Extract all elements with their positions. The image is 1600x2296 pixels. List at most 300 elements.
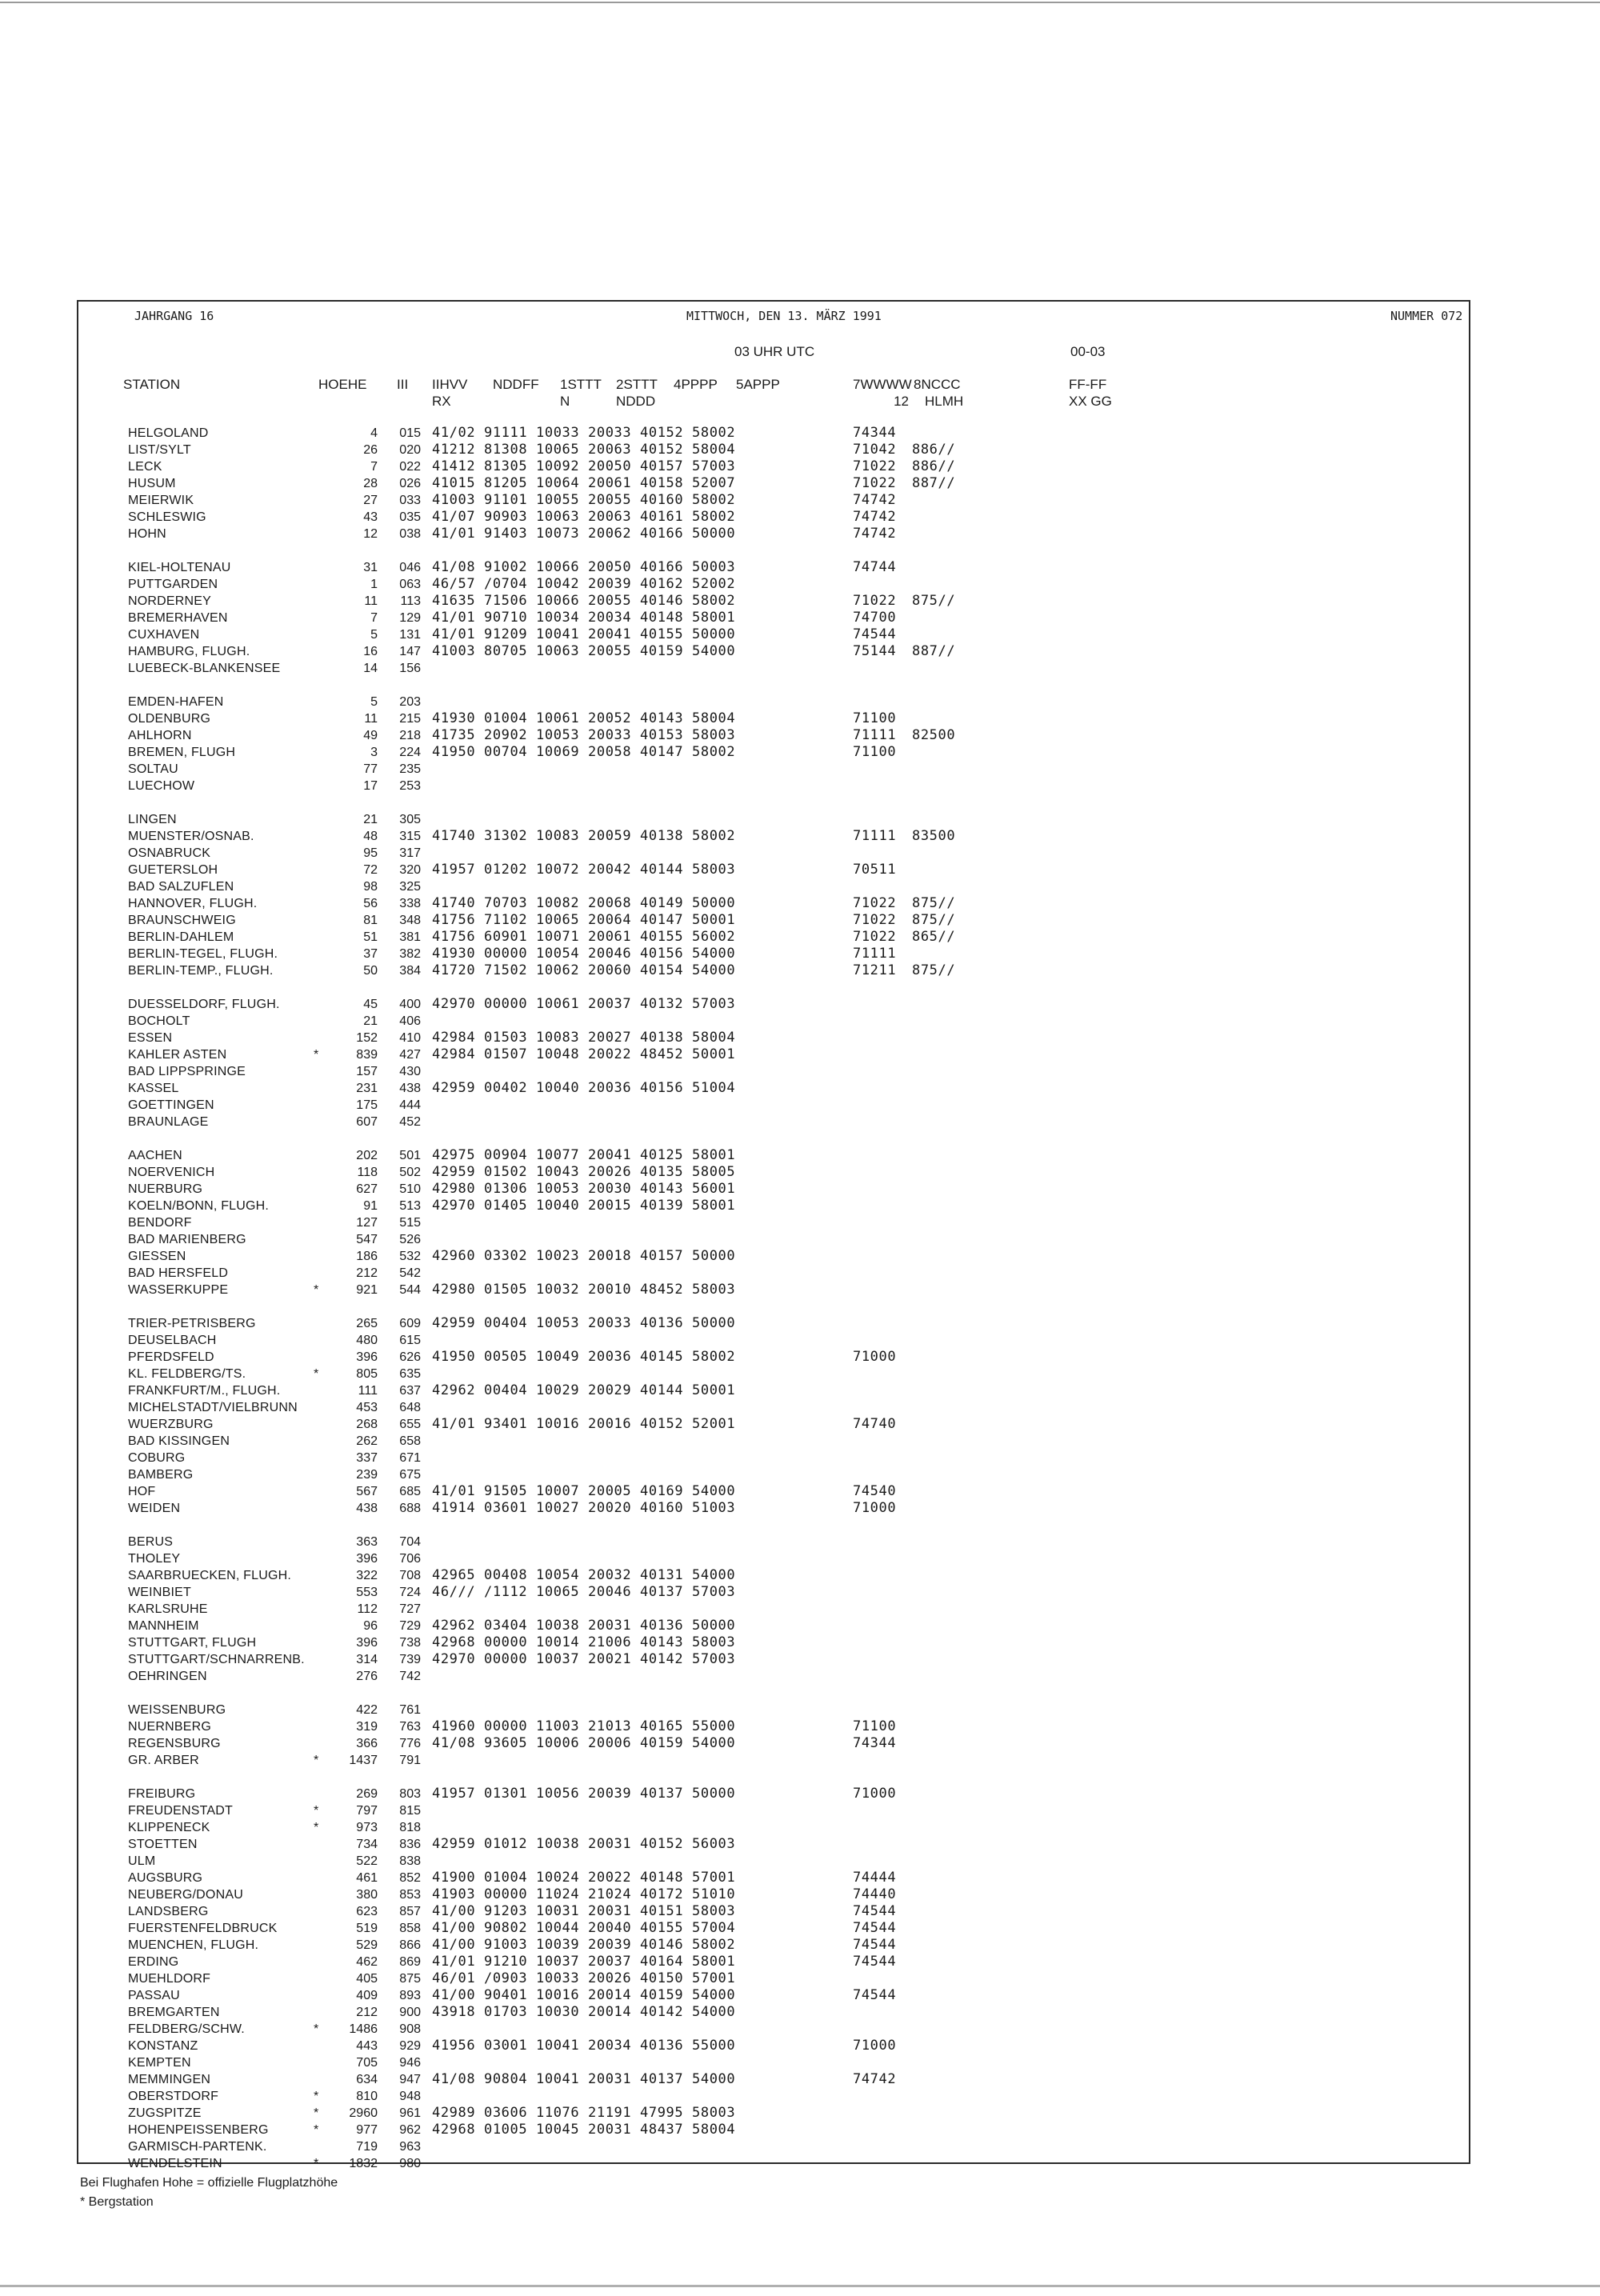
synop-groups: 42960 03302 10023 20018 40157 50000 [432, 1248, 736, 1264]
station-height: 202 [356, 1149, 378, 1162]
table-row [0, 1416, 1600, 1433]
station-height: 72 [363, 863, 378, 877]
table-row [0, 1819, 1600, 1836]
station-height: 239 [356, 1468, 378, 1482]
table-row [0, 1550, 1600, 1567]
footnote-mountain-station: * Bergstation [80, 2195, 154, 2209]
table-row [0, 2138, 1600, 2155]
table-row [0, 895, 1600, 912]
station-name: CUXHAVEN [128, 628, 200, 642]
synop-groups: 42959 00404 10053 20033 40136 50000 [432, 1315, 736, 1331]
synop-groups: 42959 01012 10038 20031 40152 56003 [432, 1836, 736, 1852]
station-number: 946 [399, 2056, 421, 2070]
table-row [0, 1853, 1600, 1870]
station-height: 48 [363, 830, 378, 843]
station-name: OEHRINGEN [128, 1670, 207, 1683]
table-row [0, 929, 1600, 946]
cloud-group: 865// [912, 929, 956, 945]
synop-groups: 46/01 /0903 10033 20026 40150 57001 [432, 1970, 736, 1986]
synop-groups: 42970 00000 10061 20037 40132 57003 [432, 996, 736, 1012]
time-label: 03 UHR UTC [734, 344, 815, 359]
mountain-station-mark: * [314, 2106, 319, 2120]
station-name: WENDELSTEIN [128, 2157, 222, 2170]
station-height: 480 [356, 1334, 378, 1347]
station-name: KIEL-HOLTENAU [128, 561, 231, 574]
group-spacer [0, 1685, 1600, 1702]
station-name: KOELN/BONN, FLUGH. [128, 1199, 270, 1213]
mountain-station-mark: * [314, 1367, 319, 1381]
station-height: 51 [363, 930, 378, 944]
station-number: 026 [399, 477, 421, 490]
col-4pppp: 4PPPP [674, 377, 718, 392]
weather-group: 71022 [853, 475, 897, 491]
col-iii: III [397, 377, 409, 392]
station-name: BERUS [128, 1535, 174, 1549]
synop-groups: 41950 00505 10049 20036 40145 58002 [432, 1349, 736, 1365]
bottom-rule [0, 2285, 1600, 2287]
station-name: WEIDEN [128, 1502, 181, 1515]
table-row [0, 559, 1600, 576]
station-name: KL. FELDBERG/TS. [128, 1367, 246, 1381]
mountain-station-mark: * [314, 1804, 319, 1818]
col-5appp: 5APPP [736, 377, 780, 392]
station-number: 615 [399, 1334, 421, 1347]
station-name: NEUBERG/DONAU [128, 1888, 243, 1902]
station-name: OBERSTDORF [128, 2090, 219, 2103]
station-height: 623 [356, 1905, 378, 1918]
table-row [0, 2155, 1600, 2172]
station-height: 363 [356, 1535, 378, 1549]
col-8nccc-line2: HLMH [925, 394, 964, 409]
station-name: FELDBERG/SCHW. [128, 2022, 245, 2036]
station-number: 739 [399, 1653, 421, 1666]
station-height: 14 [363, 662, 378, 675]
synop-groups: 42968 00000 10014 21006 40143 58003 [432, 1634, 736, 1650]
station-name: STOETTEN [128, 1838, 198, 1851]
synop-groups: 41635 71506 10066 20055 40146 58002 [432, 593, 736, 609]
station-name: WASSERKUPPE [128, 1283, 229, 1297]
weather-group: 74742 [853, 526, 897, 542]
station-name: MEMMINGEN [128, 2073, 211, 2086]
weather-group: 74544 [853, 1920, 897, 1936]
station-number: 671 [399, 1451, 421, 1465]
table-row [0, 828, 1600, 845]
station-name: GR. ARBER [128, 1754, 199, 1767]
station-name: SOLTAU [128, 762, 178, 776]
station-height: 519 [356, 1922, 378, 1935]
synop-groups: 41/02 91111 10033 20033 40152 58002 [432, 425, 736, 441]
synop-groups: 41900 01004 10024 20022 40148 57001 [432, 1870, 736, 1886]
station-height: 28 [363, 477, 378, 490]
table-row [0, 1618, 1600, 1634]
station-name: NUERNBERG [128, 1720, 212, 1734]
station-name: KASSEL [128, 1082, 179, 1095]
station-name: KARLSRUHE [128, 1602, 208, 1616]
station-name: KLIPPENECK [128, 1821, 210, 1834]
group-spacer [0, 1298, 1600, 1315]
table-row [0, 1332, 1600, 1349]
table-row [0, 761, 1600, 778]
station-height: 5 [370, 695, 378, 709]
station-number: 908 [399, 2022, 421, 2036]
station-number: 515 [399, 1216, 421, 1230]
synop-groups: 42965 00408 10054 20032 40131 54000 [432, 1567, 736, 1583]
station-height: 553 [356, 1586, 378, 1599]
synop-groups: 41412 81305 10092 20050 40157 57003 [432, 458, 736, 474]
station-name: ERDING [128, 1955, 179, 1969]
table-row [0, 425, 1600, 442]
table-row [0, 845, 1600, 862]
station-name: BENDORF [128, 1216, 192, 1230]
station-number: 869 [399, 1955, 421, 1969]
synop-groups: 41/08 91002 10066 20050 40166 50003 [432, 559, 736, 575]
weather-group: 71022 [853, 458, 897, 474]
station-height: 607 [356, 1115, 378, 1129]
station-height: 91 [363, 1199, 378, 1213]
weather-group: 75144 [853, 643, 897, 659]
weather-group: 74544 [853, 1903, 897, 1919]
station-name: GIESSEN [128, 1250, 186, 1263]
station-number: 129 [399, 611, 421, 625]
station-number: 688 [399, 1502, 421, 1515]
station-name: PASSAU [128, 1989, 180, 2002]
station-number: 947 [399, 2073, 421, 2086]
station-number: 658 [399, 1434, 421, 1448]
weather-group: 74700 [853, 610, 897, 626]
station-number: 038 [399, 527, 421, 541]
table-row [0, 1282, 1600, 1298]
station-height: 77 [363, 762, 378, 776]
station-name: BERLIN-TEGEL, FLUGH. [128, 947, 278, 961]
synop-groups: 42984 01507 10048 20022 48452 50001 [432, 1046, 736, 1062]
station-name: FRANKFURT/M., FLUGH. [128, 1384, 281, 1398]
weather-group: 71000 [853, 1349, 897, 1365]
station-height: 37 [363, 947, 378, 961]
station-height: 396 [356, 1552, 378, 1566]
station-number: 224 [399, 746, 421, 759]
station-height: 96 [363, 1619, 378, 1633]
station-number: 962 [399, 2123, 421, 2137]
station-name: BREMEN, FLUGH [128, 746, 236, 759]
table-row [0, 458, 1600, 475]
table-row [0, 1567, 1600, 1584]
table-row [0, 694, 1600, 710]
mountain-station-mark: * [314, 2123, 319, 2137]
group-spacer [0, 979, 1600, 996]
synop-groups: 41957 01202 10072 20042 40144 58003 [432, 862, 736, 878]
table-row [0, 2088, 1600, 2105]
synop-groups: 41/01 91209 10041 20041 40155 50000 [432, 626, 736, 642]
weather-group: 71022 [853, 895, 897, 911]
weather-group: 70511 [853, 862, 897, 878]
table-row [0, 1164, 1600, 1181]
station-name: FREIBURG [128, 1787, 196, 1801]
station-height: 11 [364, 712, 378, 726]
table-row [0, 1097, 1600, 1114]
station-height: 81 [363, 914, 378, 927]
weather-group: 71211 [853, 962, 897, 978]
station-height: 1832 [349, 2157, 378, 2170]
station-number: 708 [399, 1569, 421, 1582]
station-number: 727 [399, 1602, 421, 1616]
station-number: 384 [399, 964, 421, 978]
station-number: 776 [399, 1737, 421, 1750]
table-row [0, 1802, 1600, 1819]
station-name: HANNOVER, FLUGH. [128, 897, 258, 910]
col-2sttt [616, 376, 658, 410]
weather-group: 74742 [853, 492, 897, 508]
station-number: 704 [399, 1535, 421, 1549]
station-name: BAD LIPPSPRINGE [128, 1065, 246, 1078]
weather-group: 74544 [853, 1987, 897, 2003]
table-row [0, 862, 1600, 878]
station-name: REGENSBURG [128, 1737, 221, 1750]
station-name: WEISSENBURG [128, 1703, 226, 1717]
station-number: 609 [399, 1317, 421, 1330]
table-row [0, 1114, 1600, 1130]
station-number: 147 [399, 645, 421, 658]
station-number: 033 [399, 494, 421, 507]
station-name: BERLIN-DAHLEM [128, 930, 234, 944]
station-number: 532 [399, 1250, 421, 1263]
table-row [0, 1987, 1600, 2004]
col-2sttt-line2: NDDD [616, 394, 656, 409]
station-number: 400 [399, 998, 421, 1011]
station-height: 1437 [349, 1754, 378, 1767]
station-height: 1 [370, 578, 378, 591]
mountain-station-mark: * [314, 1821, 319, 1834]
station-height: 337 [356, 1451, 378, 1465]
station-height: 977 [356, 2123, 378, 2137]
col-1sttt-line2: N [560, 394, 570, 409]
station-number: 113 [400, 594, 421, 608]
station-name: LIST/SYLT [128, 443, 191, 457]
station-name: DEUSELBACH [128, 1334, 217, 1347]
cloud-group: 875// [912, 962, 956, 978]
station-height: 95 [363, 846, 378, 860]
table-row [0, 1147, 1600, 1164]
station-number: 875 [399, 1972, 421, 1986]
synop-groups: 42970 01405 10040 20015 40139 58001 [432, 1198, 736, 1214]
station-number: 526 [399, 1233, 421, 1246]
table-row [0, 1500, 1600, 1517]
weather-group: 71042 [853, 442, 897, 458]
station-name: LUECHOW [128, 779, 195, 793]
station-number: 815 [399, 1804, 421, 1818]
table-row [0, 1382, 1600, 1399]
station-height: 21 [363, 1014, 378, 1028]
station-number: 929 [399, 2039, 421, 2053]
station-name: KAHLER ASTEN [128, 1048, 227, 1062]
col-iihvv-line1: IIHVV [432, 377, 468, 392]
col-iihvv-line2: RX [432, 394, 451, 409]
group-spacer [0, 794, 1600, 811]
synop-groups: 41930 00000 10054 20046 40156 54000 [432, 946, 736, 962]
station-height: 12 [363, 527, 378, 541]
mountain-station-mark: * [314, 2157, 319, 2170]
station-height: 973 [356, 1821, 378, 1834]
table-row [0, 1601, 1600, 1618]
station-number: 838 [399, 1854, 421, 1868]
col-ff [1069, 376, 1112, 410]
synop-groups: 41740 31302 10083 20059 40138 58002 [432, 828, 736, 844]
station-height: 262 [356, 1434, 378, 1448]
table-row [0, 1214, 1600, 1231]
table-row [0, 1752, 1600, 1769]
col-ff-line1: FF-FF [1069, 377, 1107, 392]
station-name: BOCHOLT [128, 1014, 190, 1028]
synop-groups: 41/00 91003 10039 20039 40146 58002 [432, 1937, 736, 1953]
col-7wwww-line1: 7WWWW [853, 377, 912, 392]
station-number: 444 [399, 1098, 421, 1112]
station-name: BAD SALZUFLEN [128, 880, 234, 894]
station-name: ULM [128, 1854, 156, 1868]
station-name: NOERVENICH [128, 1166, 215, 1179]
station-name: BRAUNSCHWEIG [128, 914, 236, 927]
station-name: GARMISCH-PARTENK. [128, 2140, 267, 2154]
synop-groups: 41003 91101 10055 20055 40160 58002 [432, 492, 736, 508]
station-height: 127 [356, 1216, 378, 1230]
table-row [0, 593, 1600, 610]
table-row [0, 1349, 1600, 1366]
cloud-group: 886// [912, 458, 956, 474]
group-spacer [0, 542, 1600, 559]
synop-groups: 41003 80705 10063 20055 40159 54000 [432, 643, 736, 659]
station-name: BRAUNLAGE [128, 1115, 209, 1129]
station-number: 963 [399, 2140, 421, 2154]
station-name: BAMBERG [128, 1468, 194, 1482]
station-number: 818 [399, 1821, 421, 1834]
table-row [0, 1248, 1600, 1265]
synop-groups: 42968 01005 10045 20031 48437 58004 [432, 2122, 736, 2138]
station-height: 409 [356, 1989, 378, 2002]
synop-groups: 43918 01703 10030 20014 40142 54000 [432, 2004, 736, 2020]
weather-group: 74440 [853, 1886, 897, 1902]
station-height: 4 [370, 426, 378, 440]
cloud-group: 886// [912, 442, 956, 458]
col-station: STATION [123, 377, 181, 392]
station-number: 791 [399, 1754, 421, 1767]
station-name: MICHELSTADT/VIELBRUNN [128, 1401, 298, 1414]
station-name: BAD KISSINGEN [128, 1434, 230, 1448]
weather-group: 74540 [853, 1483, 897, 1499]
station-height: 719 [356, 2140, 378, 2154]
station-height: 627 [356, 1182, 378, 1196]
synop-groups: 41735 20902 10053 20033 40153 58003 [432, 727, 736, 743]
station-height: 45 [363, 998, 378, 1011]
station-name: LECK [128, 460, 162, 474]
group-spacer [0, 1769, 1600, 1786]
weather-group: 74344 [853, 425, 897, 441]
station-height: 268 [356, 1418, 378, 1431]
station-number: 501 [399, 1149, 421, 1162]
weather-group: 71022 [853, 912, 897, 928]
synop-groups: 41/00 90401 10016 20014 40159 54000 [432, 1987, 736, 2003]
station-height: 98 [363, 880, 378, 894]
station-name: LANDSBERG [128, 1905, 209, 1918]
weather-group: 74742 [853, 509, 897, 525]
station-height: 152 [356, 1031, 378, 1045]
synop-groups: 41720 71502 10062 20060 40154 54000 [432, 962, 736, 978]
table-row [0, 1466, 1600, 1483]
station-name: MEIERWIK [128, 494, 194, 507]
station-name: SCHLESWIG [128, 510, 206, 524]
station-name: STUTTGART/SCHNARRENB. [128, 1653, 305, 1666]
group-spacer [0, 677, 1600, 694]
weather-group: 71100 [853, 744, 897, 760]
station-height: 529 [356, 1938, 378, 1952]
synop-groups: 41/08 93605 10006 20006 40159 54000 [432, 1735, 736, 1751]
station-number: 325 [399, 880, 421, 894]
station-number: 131 [399, 628, 421, 642]
station-name: HOF [128, 1485, 156, 1498]
table-row [0, 1903, 1600, 1920]
synop-groups: 41/01 91505 10007 20005 40169 54000 [432, 1483, 736, 1499]
station-table [0, 425, 1600, 2172]
station-height: 322 [356, 1569, 378, 1582]
station-height: 157 [356, 1065, 378, 1078]
station-height: 276 [356, 1670, 378, 1683]
station-number: 406 [399, 1014, 421, 1028]
station-height: 547 [356, 1233, 378, 1246]
table-row [0, 1651, 1600, 1668]
table-row [0, 1668, 1600, 1685]
synop-groups: 41956 03001 10041 20034 40136 55000 [432, 2038, 736, 2054]
synop-groups: 42975 00904 10077 20041 40125 58001 [432, 1147, 736, 1163]
station-height: 380 [356, 1888, 378, 1902]
table-row [0, 811, 1600, 828]
station-number: 852 [399, 1871, 421, 1885]
synop-groups: 42959 01502 10043 20026 40135 58005 [432, 1164, 736, 1180]
time-window-label: 00-03 [1070, 344, 1106, 359]
table-row [0, 526, 1600, 542]
station-name: AHLHORN [128, 729, 192, 742]
station-height: 17 [363, 779, 378, 793]
station-height: 49 [363, 729, 378, 742]
volume-label: JAHRGANG 16 [134, 309, 214, 323]
table-row [0, 1786, 1600, 1802]
weather-group: 74742 [853, 2071, 897, 2087]
station-name: GOETTINGEN [128, 1098, 214, 1112]
station-name: HOHN [128, 527, 166, 541]
cloud-group: 887// [912, 475, 956, 491]
station-height: 111 [358, 1384, 378, 1398]
station-number: 706 [399, 1552, 421, 1566]
station-height: 175 [356, 1098, 378, 1112]
table-row [0, 1970, 1600, 1987]
station-name: FUERSTENFELDBRUCK [128, 1922, 278, 1935]
weather-group: 71022 [853, 593, 897, 609]
table-row [0, 1181, 1600, 1198]
table-row [0, 1399, 1600, 1416]
station-height: 269 [356, 1787, 378, 1801]
synop-groups: 41/01 90710 10034 20034 40148 58001 [432, 610, 736, 626]
table-row [0, 1483, 1600, 1500]
station-number: 803 [399, 1787, 421, 1801]
footnote-airport-height: Bei Flughafen Hohe = offizielle Flugplatzhöhe [80, 2176, 338, 2190]
station-name: PFERDSFELD [128, 1350, 214, 1364]
cloud-group: 83500 [912, 828, 956, 844]
col-iihvv [432, 376, 467, 410]
station-height: 112 [357, 1602, 378, 1616]
weather-group: 71111 [853, 946, 897, 962]
synop-groups: 41/00 90802 10044 20040 40155 57004 [432, 1920, 736, 1936]
station-number: 317 [399, 846, 421, 860]
station-height: 422 [356, 1703, 378, 1717]
station-height: 231 [356, 1082, 378, 1095]
synop-groups: 42959 00402 10040 20036 40156 51004 [432, 1080, 736, 1096]
station-height: 265 [356, 1317, 378, 1330]
